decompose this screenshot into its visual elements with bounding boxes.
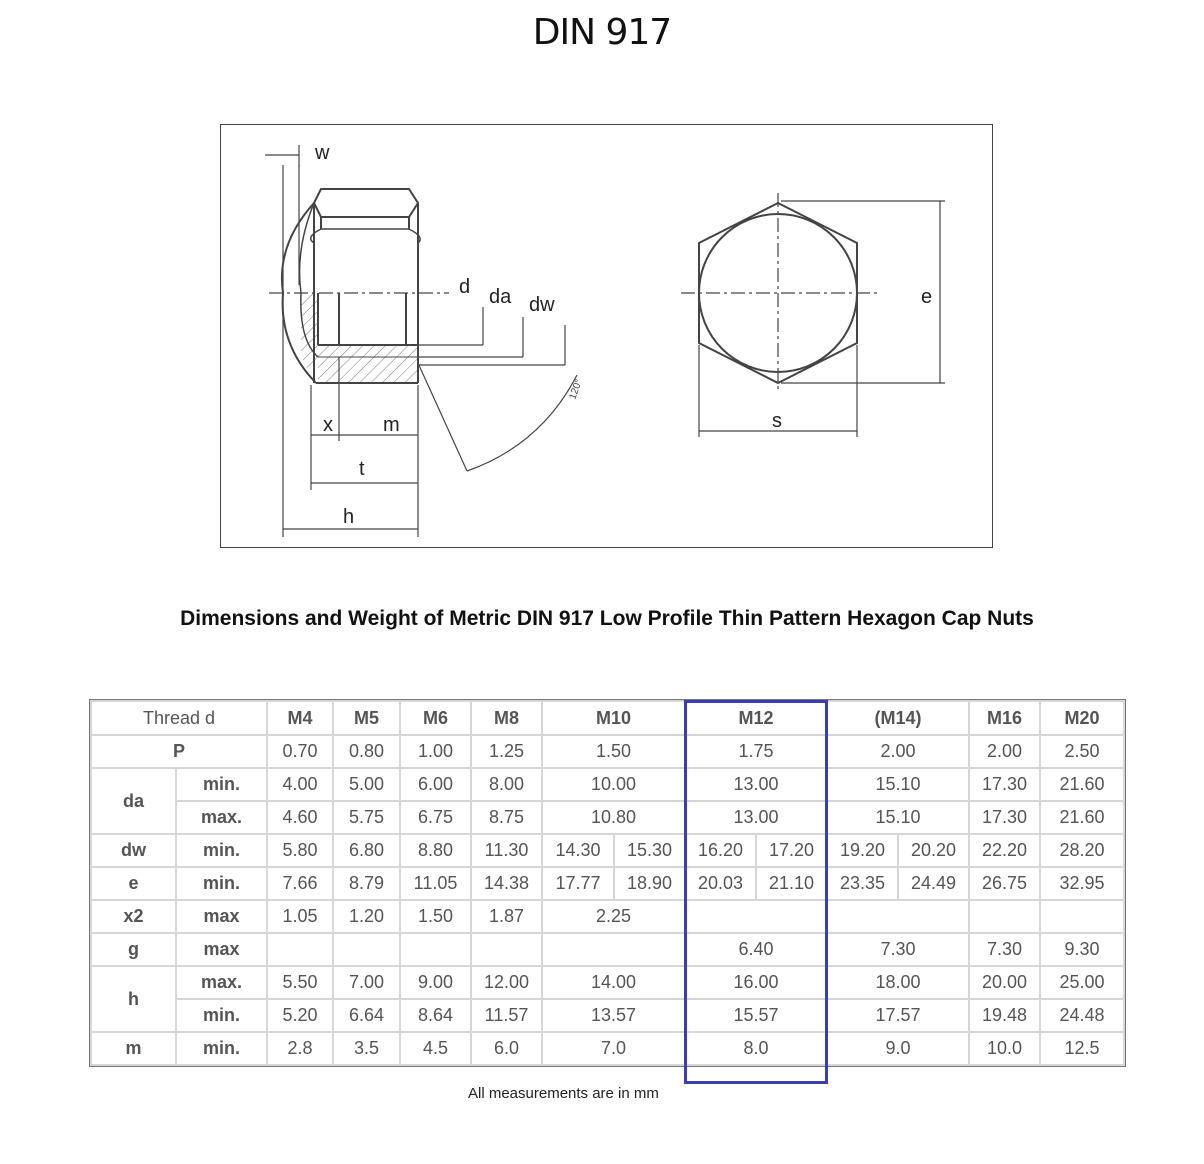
table-cell: 1.25 xyxy=(471,735,542,768)
header-size: M16 xyxy=(969,701,1040,735)
table-cell: 1.50 xyxy=(400,900,471,933)
table-row xyxy=(91,966,1124,999)
table-cell: 8.80 xyxy=(400,834,471,867)
dimensions-table xyxy=(90,700,1125,1066)
header-size: M4 xyxy=(267,701,333,735)
label-dw: dw xyxy=(529,294,555,316)
table-cell: 11.57 xyxy=(471,999,542,1032)
table-cell: 14.38 xyxy=(471,867,542,900)
table-cell: 4.00 xyxy=(267,768,333,801)
table-cell xyxy=(827,900,969,933)
table-cell: 25.00 xyxy=(1040,966,1124,999)
table-cell: 15.57 xyxy=(685,999,827,1032)
table-cell: 21.60 xyxy=(1040,801,1124,834)
table-cell: 32.95 xyxy=(1040,867,1124,900)
table-cell: 9.30 xyxy=(1040,933,1124,966)
label-s: s xyxy=(772,410,782,432)
table-cell: 28.20 xyxy=(1040,834,1124,867)
row-sublabel: min. xyxy=(176,1032,267,1065)
table-cell: 5.00 xyxy=(333,768,400,801)
table-cell xyxy=(1040,900,1124,933)
row-sublabel: max. xyxy=(176,966,267,999)
table-cell: 6.64 xyxy=(333,999,400,1032)
table-cell: 1.75 xyxy=(685,735,827,768)
table-cell: 5.80 xyxy=(267,834,333,867)
header-size: M20 xyxy=(1040,701,1124,735)
header-thread: Thread d xyxy=(91,701,267,735)
table-cell: 13.57 xyxy=(542,999,685,1032)
table-cell: 17.30 xyxy=(969,801,1040,834)
front-view xyxy=(681,193,877,393)
table-cell: 12.5 xyxy=(1040,1032,1124,1065)
label-e: e xyxy=(921,286,933,308)
table-cell: 15.30 xyxy=(614,834,685,867)
table-cell: 20.00 xyxy=(969,966,1040,999)
table-cell: 4.60 xyxy=(267,801,333,834)
table-cell: 20.03 xyxy=(685,867,756,900)
header-size: M6 xyxy=(400,701,471,735)
header-size: (M14) xyxy=(827,701,969,735)
label-m: m xyxy=(383,414,400,436)
row-label: dw xyxy=(91,834,176,867)
table-cell: 1.50 xyxy=(542,735,685,768)
table-cell: 23.35 xyxy=(827,867,898,900)
row-sublabel: min. xyxy=(176,999,267,1032)
label-da: da xyxy=(489,286,512,308)
table-cell: 9.0 xyxy=(827,1032,969,1065)
table-cell: 1.05 xyxy=(267,900,333,933)
row-label: da xyxy=(91,768,176,834)
table-cell: 14.00 xyxy=(542,966,685,999)
table-cell xyxy=(685,900,827,933)
table-cell: 18.00 xyxy=(827,966,969,999)
table-cell: 2.8 xyxy=(267,1032,333,1065)
header-size: M5 xyxy=(333,701,400,735)
label-angle: 120° xyxy=(567,377,585,402)
table-cell: 10.00 xyxy=(542,768,685,801)
label-w: w xyxy=(315,142,330,164)
table-cell: 13.00 xyxy=(685,801,827,834)
table-cell: 1.20 xyxy=(333,900,400,933)
table-cell: 10.80 xyxy=(542,801,685,834)
table-cell: 6.40 xyxy=(685,933,827,966)
table-cell: 18.90 xyxy=(614,867,685,900)
table-cell: 19.20 xyxy=(827,834,898,867)
table-cell: 8.64 xyxy=(400,999,471,1032)
table-cell: 9.00 xyxy=(400,966,471,999)
table-cell: 7.00 xyxy=(333,966,400,999)
table-cell: 7.66 xyxy=(267,867,333,900)
nut-drawing-svg xyxy=(221,125,994,549)
table-cell: 10.0 xyxy=(969,1032,1040,1065)
table-cell: 8.00 xyxy=(471,768,542,801)
table-cell: 17.20 xyxy=(756,834,827,867)
table-title: Dimensions and Weight of Metric DIN 917 Low Profile Thin Pattern Hexagon Cap Nuts xyxy=(180,607,1034,630)
header-size: M12 xyxy=(685,701,827,735)
label-x: x xyxy=(323,414,333,436)
table-cell: 11.05 xyxy=(400,867,471,900)
table-cell: 2.50 xyxy=(1040,735,1124,768)
table-cell: 11.30 xyxy=(471,834,542,867)
table-cell: 1.00 xyxy=(400,735,471,768)
row-label: m xyxy=(91,1032,176,1065)
table-cell: 15.10 xyxy=(827,801,969,834)
table-header-row xyxy=(91,701,1124,735)
row-label: x2 xyxy=(91,900,176,933)
label-d: d xyxy=(459,276,471,298)
table-cell: 16.00 xyxy=(685,966,827,999)
table-cell: 2.00 xyxy=(827,735,969,768)
table-row xyxy=(91,867,1124,900)
table-row xyxy=(91,834,1124,867)
table-cell: 8.79 xyxy=(333,867,400,900)
table-cell: 21.10 xyxy=(756,867,827,900)
row-sublabel: max xyxy=(176,900,267,933)
table-row xyxy=(91,999,1124,1032)
table-cell: 13.00 xyxy=(685,768,827,801)
table-cell: 8.0 xyxy=(685,1032,827,1065)
table-cell: 7.30 xyxy=(827,933,969,966)
table-cell: 14.30 xyxy=(542,834,614,867)
front-dimensions xyxy=(699,201,945,437)
table-cell: 15.10 xyxy=(827,768,969,801)
row-sublabel: min. xyxy=(176,768,267,801)
table-cell: 17.57 xyxy=(827,999,969,1032)
table-cell: 7.0 xyxy=(542,1032,685,1065)
table-cell: 8.75 xyxy=(471,801,542,834)
table-row xyxy=(91,735,1124,768)
table-cell: 2.00 xyxy=(969,735,1040,768)
table-row xyxy=(91,1032,1124,1065)
table-cell: 4.5 xyxy=(400,1032,471,1065)
table-cell: 20.20 xyxy=(898,834,969,867)
table-cell: 0.70 xyxy=(267,735,333,768)
table-cell: 5.75 xyxy=(333,801,400,834)
table-cell: 21.60 xyxy=(1040,768,1124,801)
row-sublabel: max xyxy=(176,933,267,966)
row-sublabel: max. xyxy=(176,801,267,834)
measurement-note: All measurements are in mm xyxy=(468,1085,659,1102)
table-cell: 0.80 xyxy=(333,735,400,768)
page-title: DIN 917 xyxy=(532,12,672,53)
header-size: M10 xyxy=(542,701,685,735)
table-cell xyxy=(267,933,333,966)
table-cell xyxy=(969,900,1040,933)
table-cell: 24.48 xyxy=(1040,999,1124,1032)
header-size: M8 xyxy=(471,701,542,735)
table-cell xyxy=(542,933,685,966)
row-sublabel: min. xyxy=(176,867,267,900)
table-row xyxy=(91,900,1124,933)
table-cell: 7.30 xyxy=(969,933,1040,966)
table-cell: 3.5 xyxy=(333,1032,400,1065)
side-view xyxy=(269,189,449,383)
table-cell: 22.20 xyxy=(969,834,1040,867)
table-cell: 19.48 xyxy=(969,999,1040,1032)
table-row xyxy=(91,768,1124,801)
table-cell: 6.00 xyxy=(400,768,471,801)
table-cell: 16.20 xyxy=(685,834,756,867)
table-cell: 26.75 xyxy=(969,867,1040,900)
label-h: h xyxy=(343,506,355,528)
row-label: e xyxy=(91,867,176,900)
table-cell: 2.25 xyxy=(542,900,685,933)
row-sublabel: min. xyxy=(176,834,267,867)
table-cell: 6.75 xyxy=(400,801,471,834)
row-label: P xyxy=(91,735,267,768)
technical-drawing xyxy=(220,124,993,548)
table-cell: 24.49 xyxy=(898,867,969,900)
table-cell: 6.80 xyxy=(333,834,400,867)
table-cell: 17.77 xyxy=(542,867,614,900)
table-cell xyxy=(333,933,400,966)
table-cell: 1.87 xyxy=(471,900,542,933)
table-cell: 5.50 xyxy=(267,966,333,999)
table-cell xyxy=(471,933,542,966)
table-cell: 12.00 xyxy=(471,966,542,999)
label-t: t xyxy=(359,458,365,480)
table-cell: 17.30 xyxy=(969,768,1040,801)
table-cell: 5.20 xyxy=(267,999,333,1032)
row-label: h xyxy=(91,966,176,1032)
table-row xyxy=(91,933,1124,966)
table-cell xyxy=(400,933,471,966)
row-label: g xyxy=(91,933,176,966)
table-cell: 6.0 xyxy=(471,1032,542,1065)
table-row xyxy=(91,801,1124,834)
